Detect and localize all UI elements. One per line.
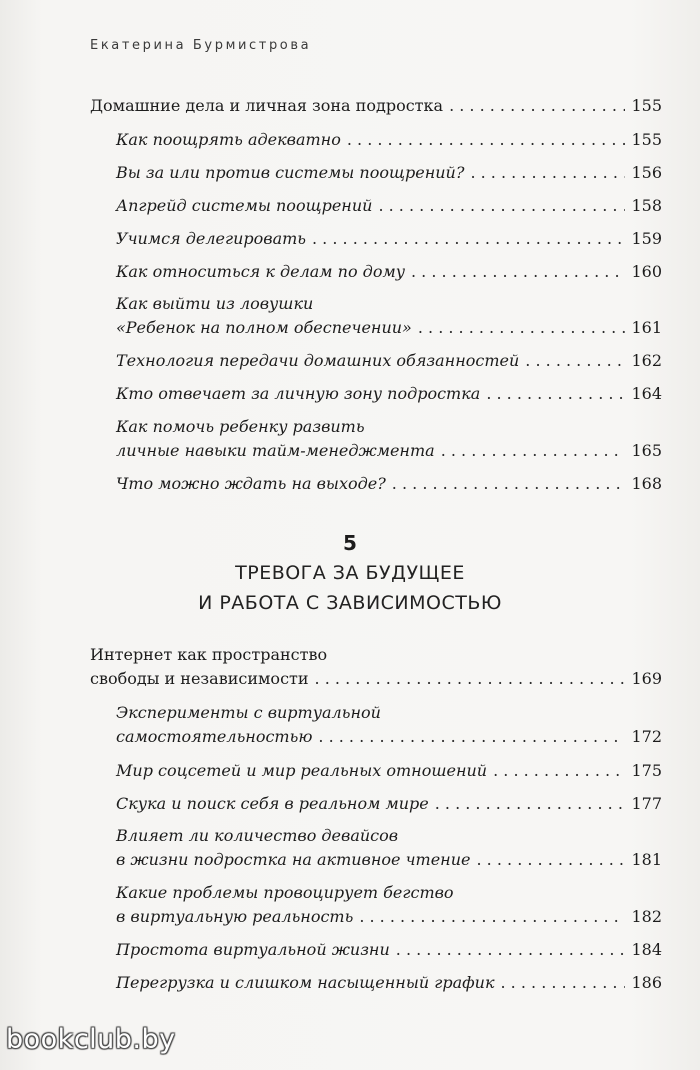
chapter-number: 5 (343, 531, 357, 555)
toc-entry-title: Как относиться к делам по дому (116, 262, 405, 281)
toc-entry-page: 182 (631, 907, 662, 926)
toc-entry-page: 160 (631, 262, 662, 281)
toc-entry-page: 156 (631, 163, 662, 182)
toc-entry-page: 172 (631, 727, 662, 746)
toc-entry-title-line1: Влияет ли количество девайсов (116, 826, 399, 845)
leader-dots (396, 940, 626, 960)
chapter-title-line1: ТРЕВОГА ЗА БУДУЩЕЕ (235, 562, 465, 584)
toc-entry-page: 155 (631, 130, 662, 149)
toc-entry-title: Учимся делегировать (116, 229, 306, 248)
toc-entry-title: Апгрейд системы поощрений (116, 196, 373, 215)
toc-entry[interactable] (116, 318, 662, 338)
toc-entry-title: Кто отвечает за личную зону подростка (116, 384, 481, 403)
toc-entry-page: 158 (631, 196, 662, 215)
toc-entry[interactable] (116, 850, 662, 870)
running-head: Екатерина Бурмистрова (90, 38, 312, 53)
toc-entry-page: 175 (631, 761, 662, 780)
leader-dots (392, 474, 626, 494)
leader-dots (347, 130, 626, 150)
toc-entry[interactable] (116, 474, 662, 494)
toc-entry-title-line1: Как помочь ребенку развить (116, 417, 365, 436)
toc-entry-title-line1: Эксперименты с виртуальной (116, 703, 381, 722)
toc-entry[interactable] (116, 441, 662, 461)
toc-entry-page: 184 (631, 940, 662, 959)
leader-dots (435, 794, 626, 814)
toc-entry-page: 155 (631, 96, 662, 115)
toc-entry-page: 159 (631, 229, 662, 248)
toc-entry-page: 162 (631, 351, 662, 370)
toc-entry[interactable] (116, 907, 662, 927)
toc-entry[interactable] (116, 130, 662, 150)
leader-dots (501, 973, 626, 993)
toc-entry[interactable] (116, 351, 662, 371)
toc-entry-title: Вы за или против системы поощрений? (116, 163, 465, 182)
toc-entry-title: свободы и независимости (90, 669, 309, 688)
leader-dots (315, 669, 626, 689)
toc-entry-title: Скука и поиск себя в реальном мире (116, 794, 429, 813)
leader-dots (477, 850, 626, 870)
toc-entry-page: 165 (631, 441, 662, 460)
toc-entry-page: 186 (631, 973, 662, 992)
leader-dots (318, 727, 625, 747)
toc-entry-title: Домашние дела и личная зона подростка (90, 96, 444, 115)
toc-entry[interactable] (116, 727, 662, 747)
toc-entry-title-line1: Как выйти из ловушки (116, 294, 314, 313)
leader-dots (359, 907, 625, 927)
toc-entry-title: самостоятельностью (116, 727, 313, 746)
leader-dots (411, 262, 625, 282)
toc-entry-title: Простота виртуальной жизни (116, 940, 390, 959)
toc-entry[interactable] (116, 229, 662, 249)
toc-entry-title: Как поощрять адекватно (116, 130, 341, 149)
toc-entry-page: 177 (631, 794, 662, 813)
leader-dots (449, 96, 625, 116)
toc-entry[interactable] (116, 794, 662, 814)
toc-entry-title: «Ребенок на полном обеспечении» (116, 318, 412, 337)
toc-entry-page: 161 (631, 318, 662, 337)
leader-dots (486, 384, 625, 404)
toc-entry[interactable] (116, 163, 662, 183)
leader-dots (493, 761, 625, 781)
toc-entry[interactable] (116, 973, 662, 993)
toc-entry[interactable] (116, 262, 662, 282)
toc-entry-title: в жизни подростка на активное чтение (116, 850, 471, 869)
leader-dots (470, 163, 625, 183)
leader-dots (418, 318, 626, 338)
toc-entry[interactable] (90, 669, 662, 689)
toc-entry-title: Технология передачи домашних обязанностей (116, 351, 520, 370)
toc-entry-page: 169 (631, 669, 662, 688)
toc-entry[interactable] (116, 384, 662, 404)
toc-entry-title-line1: Какие проблемы провоцирует бегство (116, 883, 454, 902)
leader-dots (525, 351, 625, 371)
toc-entry[interactable] (116, 196, 662, 216)
toc-entry-title: Перегрузка и слишком насыщенный график (116, 973, 495, 992)
toc-entry-title-line1: Интернет как пространство (90, 645, 328, 664)
chapter-title-line2: И РАБОТА С ЗАВИСИМОСТЬЮ (198, 592, 502, 614)
toc-entry[interactable] (116, 940, 662, 960)
leader-dots (312, 229, 625, 249)
leader-dots (378, 196, 625, 216)
toc-entry-title: личные навыки тайм-менеджмента (116, 441, 435, 460)
toc-entry-page: 181 (631, 850, 662, 869)
toc-entry-title: в виртуальную реальность (116, 907, 354, 926)
toc-entry[interactable] (90, 96, 662, 116)
watermark-text: bookclub.by (6, 1024, 176, 1055)
toc-entry-page: 164 (631, 384, 662, 403)
toc-entry-page: 168 (631, 474, 662, 493)
toc-entry-title: Что можно ждать на выходе? (116, 474, 386, 493)
toc-entry-title: Мир соцсетей и мир реальных отношений (116, 761, 488, 780)
toc-entry[interactable] (116, 761, 662, 781)
leader-dots (441, 441, 626, 461)
